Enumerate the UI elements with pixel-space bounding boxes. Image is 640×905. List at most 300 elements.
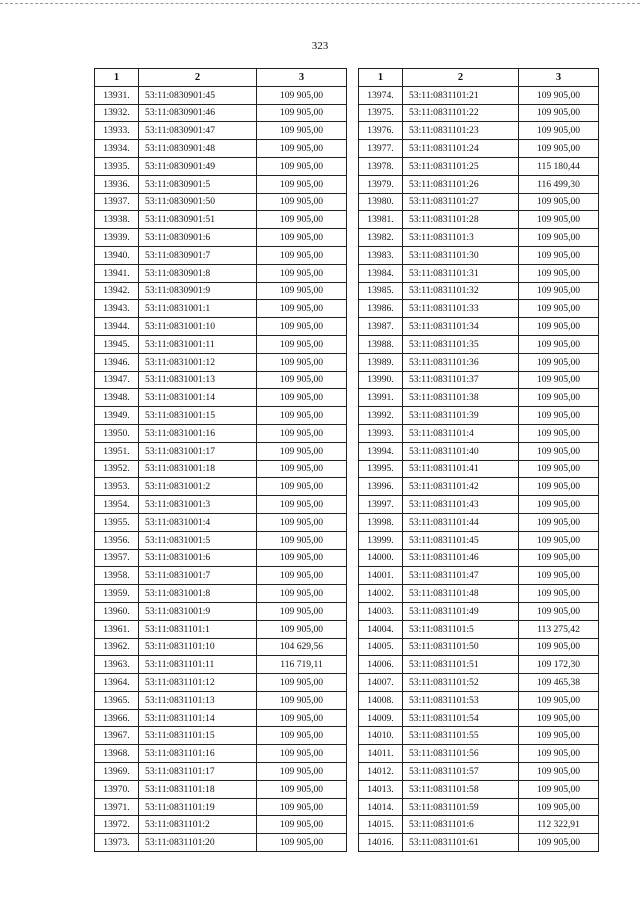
row-number: 13946.: [95, 353, 139, 371]
cadastral-value: 109 905,00: [257, 300, 347, 318]
row-number: 13942.: [95, 282, 139, 300]
cadastral-id: 53:11:0831101:31: [403, 264, 519, 282]
cadastral-value: 109 905,00: [519, 691, 599, 709]
row-number: 13961.: [95, 620, 139, 638]
row-number: 13970.: [95, 780, 139, 798]
col-header-cadastral-id: 2: [139, 69, 257, 87]
cadastral-id: 53:11:0831101:57: [403, 763, 519, 781]
cadastral-value: 109 905,00: [257, 104, 347, 122]
cadastral-id: 53:11:0831001:3: [139, 496, 257, 514]
cadastral-value: 104 629,56: [257, 638, 347, 656]
row-number: 13995.: [359, 460, 403, 478]
cadastral-id: 53:11:0831001:11: [139, 335, 257, 353]
cadastral-value: 109 905,00: [519, 122, 599, 140]
cadastral-id: 53:11:0831001:9: [139, 602, 257, 620]
cadastral-id: 53:11:0831101:34: [403, 318, 519, 336]
row-number: 13988.: [359, 335, 403, 353]
cadastral-value: 109 905,00: [519, 264, 599, 282]
row-number: 14016.: [359, 834, 403, 852]
row-number: 14005.: [359, 638, 403, 656]
row-number: 13958.: [95, 567, 139, 585]
cadastral-table-right: [358, 68, 599, 852]
cadastral-id: 53:11:0831101:2: [139, 816, 257, 834]
cadastral-value: 113 275,42: [519, 620, 599, 638]
table-row: [359, 763, 599, 781]
table-row: [95, 656, 347, 674]
cadastral-id: 53:11:0830901:45: [139, 86, 257, 104]
row-number: 13981.: [359, 211, 403, 229]
cadastral-id: 53:11:0831001:1: [139, 300, 257, 318]
cadastral-id: 53:11:0831101:3: [403, 229, 519, 247]
row-number: 14011.: [359, 745, 403, 763]
cadastral-id: 53:11:0831101:41: [403, 460, 519, 478]
cadastral-value: 109 905,00: [519, 798, 599, 816]
table-row: [95, 86, 347, 104]
table-row: [95, 727, 347, 745]
row-number: 13932.: [95, 104, 139, 122]
row-number: 13948.: [95, 389, 139, 407]
cadastral-value: 109 905,00: [519, 513, 599, 531]
cadastral-id: 53:11:0831101:21: [403, 86, 519, 104]
row-number: 13950.: [95, 424, 139, 442]
row-number: 14010.: [359, 727, 403, 745]
row-number: 13945.: [95, 335, 139, 353]
table-row: [95, 442, 347, 460]
row-number: 13956.: [95, 531, 139, 549]
cadastral-id: 53:11:0831101:17: [139, 763, 257, 781]
row-number: 13982.: [359, 229, 403, 247]
table-row: [359, 549, 599, 567]
cadastral-id: 53:11:0831001:2: [139, 478, 257, 496]
cadastral-value: 109 905,00: [519, 709, 599, 727]
cadastral-value: 109 905,00: [519, 834, 599, 852]
cadastral-id: 53:11:0830901:51: [139, 211, 257, 229]
table-row: [359, 175, 599, 193]
cadastral-id: 53:11:0831001:18: [139, 460, 257, 478]
row-number: 13991.: [359, 389, 403, 407]
cadastral-value: 109 905,00: [257, 478, 347, 496]
table-row: [95, 496, 347, 514]
table-row: [359, 371, 599, 389]
cadastral-id: 53:11:0830901:50: [139, 193, 257, 211]
cadastral-value: 109 905,00: [257, 620, 347, 638]
table-body-left: [95, 86, 347, 851]
cadastral-value: 109 905,00: [519, 531, 599, 549]
cadastral-id: 53:11:0831101:44: [403, 513, 519, 531]
cadastral-id: 53:11:0830901:47: [139, 122, 257, 140]
cadastral-id: 53:11:0831101:54: [403, 709, 519, 727]
cadastral-value: 109 905,00: [519, 282, 599, 300]
table-row: [95, 193, 347, 211]
row-number: 13973.: [95, 834, 139, 852]
cadastral-id: 53:11:0831001:7: [139, 567, 257, 585]
row-number: 13983.: [359, 246, 403, 264]
row-number: 13974.: [359, 86, 403, 104]
table-row: [95, 780, 347, 798]
table-row: [95, 567, 347, 585]
table-row: [359, 691, 599, 709]
cadastral-id: 53:11:0831101:11: [139, 656, 257, 674]
cadastral-id: 53:11:0830901:48: [139, 140, 257, 158]
row-number: 13944.: [95, 318, 139, 336]
table-row: [359, 727, 599, 745]
row-number: 13999.: [359, 531, 403, 549]
cadastral-value: 109 172,30: [519, 656, 599, 674]
table-row: [359, 585, 599, 603]
cadastral-value: 109 905,00: [519, 140, 599, 158]
table-row: [359, 389, 599, 407]
table-row: [95, 531, 347, 549]
cadastral-value: 116 719,11: [257, 656, 347, 674]
cadastral-value: 109 905,00: [257, 602, 347, 620]
table-row: [359, 656, 599, 674]
cadastral-value: 109 905,00: [257, 513, 347, 531]
row-number: 13998.: [359, 513, 403, 531]
cadastral-value: 109 905,00: [257, 157, 347, 175]
row-number: 14012.: [359, 763, 403, 781]
row-number: 13940.: [95, 246, 139, 264]
cadastral-id: 53:11:0831101:38: [403, 389, 519, 407]
table-row: [95, 122, 347, 140]
table-row: [95, 335, 347, 353]
cadastral-value: 109 905,00: [257, 122, 347, 140]
row-number: 14007.: [359, 674, 403, 692]
cadastral-value: 109 905,00: [257, 389, 347, 407]
cadastral-id: 53:11:0831001:15: [139, 407, 257, 425]
cadastral-id: 53:11:0831101:50: [403, 638, 519, 656]
table-row: [359, 638, 599, 656]
row-number: 14006.: [359, 656, 403, 674]
table-row: [359, 229, 599, 247]
cadastral-id: 53:11:0830901:9: [139, 282, 257, 300]
table-row: [359, 211, 599, 229]
row-number: 13947.: [95, 371, 139, 389]
table-row: [359, 496, 599, 514]
cadastral-id: 53:11:0831101:46: [403, 549, 519, 567]
table-row: [359, 513, 599, 531]
cadastral-value: 109 905,00: [519, 549, 599, 567]
row-number: 13969.: [95, 763, 139, 781]
row-number: 13984.: [359, 264, 403, 282]
table-row: [359, 318, 599, 336]
cadastral-id: 53:11:0831101:51: [403, 656, 519, 674]
table-row: [359, 567, 599, 585]
table-row: [359, 798, 599, 816]
cadastral-value: 109 905,00: [519, 318, 599, 336]
table-row: [95, 478, 347, 496]
table-row: [95, 460, 347, 478]
table-row: [359, 531, 599, 549]
cadastral-value: 109 905,00: [519, 407, 599, 425]
cadastral-id: 53:11:0830901:6: [139, 229, 257, 247]
table-row: [359, 140, 599, 158]
table-row: [359, 335, 599, 353]
table-row: [95, 620, 347, 638]
row-number: 14013.: [359, 780, 403, 798]
cadastral-value: 109 905,00: [519, 104, 599, 122]
cadastral-id: 53:11:0831101:15: [139, 727, 257, 745]
cadastral-id: 53:11:0831101:55: [403, 727, 519, 745]
cadastral-value: 109 905,00: [257, 424, 347, 442]
cadastral-value: 109 905,00: [257, 335, 347, 353]
col-header-cadastral-id: 2: [403, 69, 519, 87]
table-row: [95, 282, 347, 300]
table-row: [359, 834, 599, 852]
cadastral-id: 53:11:0831101:16: [139, 745, 257, 763]
table-row: [359, 157, 599, 175]
table-row: [95, 798, 347, 816]
cadastral-value: 109 905,00: [257, 816, 347, 834]
cadastral-value: 109 905,00: [257, 531, 347, 549]
row-number: 13993.: [359, 424, 403, 442]
table-row: [95, 816, 347, 834]
row-number: 13965.: [95, 691, 139, 709]
cadastral-value: 109 905,00: [257, 246, 347, 264]
table-row: [359, 122, 599, 140]
cadastral-value: 109 905,00: [257, 264, 347, 282]
cadastral-value: 109 905,00: [519, 602, 599, 620]
table-row: [95, 549, 347, 567]
col-header-number: 1: [359, 69, 403, 87]
table-row: [95, 104, 347, 122]
cadastral-value: 109 905,00: [257, 567, 347, 585]
cadastral-value: 109 905,00: [257, 585, 347, 603]
table-row: [359, 104, 599, 122]
table-row: [95, 424, 347, 442]
cadastral-id: 53:11:0831101:6: [403, 816, 519, 834]
cadastral-value: 109 905,00: [257, 496, 347, 514]
cadastral-id: 53:11:0831101:23: [403, 122, 519, 140]
row-number: 13992.: [359, 407, 403, 425]
row-number: 13996.: [359, 478, 403, 496]
row-number: 13935.: [95, 157, 139, 175]
row-number: 14015.: [359, 816, 403, 834]
cadastral-value: 109 465,38: [519, 674, 599, 692]
row-number: 13977.: [359, 140, 403, 158]
row-number: 13933.: [95, 122, 139, 140]
table-row: [95, 318, 347, 336]
row-number: 13955.: [95, 513, 139, 531]
row-number: 13972.: [95, 816, 139, 834]
table-row: [95, 211, 347, 229]
cadastral-id: 53:11:0830901:7: [139, 246, 257, 264]
table-row: [359, 353, 599, 371]
table-row: [359, 282, 599, 300]
row-number: 13937.: [95, 193, 139, 211]
cadastral-value: 109 905,00: [257, 175, 347, 193]
table-row: [359, 264, 599, 282]
row-number: 13994.: [359, 442, 403, 460]
row-number: 13934.: [95, 140, 139, 158]
cadastral-id: 53:11:0831101:30: [403, 246, 519, 264]
cadastral-id: 53:11:0831101:33: [403, 300, 519, 318]
row-number: 13978.: [359, 157, 403, 175]
table-row: [95, 674, 347, 692]
cadastral-value: 109 905,00: [519, 496, 599, 514]
cadastral-value: 109 905,00: [257, 834, 347, 852]
table-row: [95, 140, 347, 158]
row-number: 13990.: [359, 371, 403, 389]
cadastral-value: 109 905,00: [257, 353, 347, 371]
col-header-number: 1: [95, 69, 139, 87]
cadastral-id: 53:11:0831101:59: [403, 798, 519, 816]
row-number: 13989.: [359, 353, 403, 371]
table-row: [95, 745, 347, 763]
table-row: [95, 264, 347, 282]
cadastral-id: 53:11:0831101:35: [403, 335, 519, 353]
cadastral-id: 53:11:0831101:39: [403, 407, 519, 425]
cadastral-value: 109 905,00: [519, 193, 599, 211]
row-number: 13952.: [95, 460, 139, 478]
cadastral-id: 53:11:0831101:19: [139, 798, 257, 816]
row-number: 13938.: [95, 211, 139, 229]
cadastral-value: 116 499,30: [519, 175, 599, 193]
cadastral-value: 109 905,00: [257, 691, 347, 709]
cadastral-value: 109 905,00: [519, 424, 599, 442]
cadastral-id: 53:11:0831101:28: [403, 211, 519, 229]
cadastral-id: 53:11:0831101:24: [403, 140, 519, 158]
table-row: [95, 585, 347, 603]
cadastral-id: 53:11:0830901:5: [139, 175, 257, 193]
table-row: [359, 407, 599, 425]
cadastral-value: 115 180,44: [519, 157, 599, 175]
table-row: [95, 300, 347, 318]
cadastral-value: 109 905,00: [519, 229, 599, 247]
cadastral-value: 109 905,00: [257, 193, 347, 211]
cadastral-id: 53:11:0831101:53: [403, 691, 519, 709]
cadastral-value: 109 905,00: [519, 86, 599, 104]
col-header-value: 3: [519, 69, 599, 87]
row-number: 13976.: [359, 122, 403, 140]
table-row: [95, 371, 347, 389]
cadastral-value: 109 905,00: [257, 211, 347, 229]
cadastral-id: 53:11:0831001:10: [139, 318, 257, 336]
row-number: 13967.: [95, 727, 139, 745]
cadastral-value: 109 905,00: [257, 140, 347, 158]
cadastral-id: 53:11:0831101:47: [403, 567, 519, 585]
row-number: 13997.: [359, 496, 403, 514]
cadastral-id: 53:11:0831101:13: [139, 691, 257, 709]
row-number: 13963.: [95, 656, 139, 674]
cadastral-id: 53:11:0830901:49: [139, 157, 257, 175]
cadastral-id: 53:11:0831101:61: [403, 834, 519, 852]
table-row: [359, 86, 599, 104]
row-number: 14000.: [359, 549, 403, 567]
row-number: 13960.: [95, 602, 139, 620]
cadastral-id: 53:11:0831001:13: [139, 371, 257, 389]
cadastral-value: 109 905,00: [519, 371, 599, 389]
cadastral-id: 53:11:0831101:12: [139, 674, 257, 692]
cadastral-value: 109 905,00: [257, 763, 347, 781]
cadastral-id: 53:11:0831001:17: [139, 442, 257, 460]
table-row: [95, 229, 347, 247]
row-number: 13931.: [95, 86, 139, 104]
cadastral-value: 109 905,00: [519, 478, 599, 496]
header-row: [95, 69, 347, 87]
row-number: 14002.: [359, 585, 403, 603]
cadastral-value: 109 905,00: [519, 353, 599, 371]
table-row: [359, 193, 599, 211]
row-number: 13975.: [359, 104, 403, 122]
row-number: 13953.: [95, 478, 139, 496]
cadastral-value: 109 905,00: [257, 745, 347, 763]
cadastral-id: 53:11:0831101:14: [139, 709, 257, 727]
cadastral-id: 53:11:0831101:32: [403, 282, 519, 300]
cadastral-id: 53:11:0831001:4: [139, 513, 257, 531]
cadastral-id: 53:11:0831001:16: [139, 424, 257, 442]
cadastral-value: 109 905,00: [519, 780, 599, 798]
table-row: [359, 300, 599, 318]
cadastral-id: 53:11:0831101:26: [403, 175, 519, 193]
row-number: 13936.: [95, 175, 139, 193]
cadastral-value: 109 905,00: [519, 638, 599, 656]
row-number: 13957.: [95, 549, 139, 567]
cadastral-value: 109 905,00: [519, 460, 599, 478]
cadastral-id: 53:11:0831101:58: [403, 780, 519, 798]
table-row: [359, 602, 599, 620]
cadastral-value: 109 905,00: [257, 407, 347, 425]
cadastral-value: 109 905,00: [257, 282, 347, 300]
cadastral-id: 53:11:0831101:37: [403, 371, 519, 389]
cadastral-value: 109 905,00: [257, 442, 347, 460]
row-number: 14004.: [359, 620, 403, 638]
row-number: 13939.: [95, 229, 139, 247]
table-row: [359, 442, 599, 460]
cadastral-id: 53:11:0831101:56: [403, 745, 519, 763]
cadastral-id: 53:11:0831101:25: [403, 157, 519, 175]
cadastral-id: 53:11:0830901:46: [139, 104, 257, 122]
cadastral-id: 53:11:0831101:52: [403, 674, 519, 692]
row-number: 13968.: [95, 745, 139, 763]
cadastral-id: 53:11:0830901:8: [139, 264, 257, 282]
table-row: [359, 709, 599, 727]
row-number: 14008.: [359, 691, 403, 709]
cadastral-id: 53:11:0831101:5: [403, 620, 519, 638]
row-number: 13954.: [95, 496, 139, 514]
table-row: [359, 246, 599, 264]
cadastral-id: 53:11:0831101:4: [403, 424, 519, 442]
cadastral-id: 53:11:0831101:49: [403, 602, 519, 620]
cadastral-value: 109 905,00: [257, 709, 347, 727]
row-number: 13985.: [359, 282, 403, 300]
table-row: [95, 157, 347, 175]
row-number: 13951.: [95, 442, 139, 460]
cadastral-value: 109 905,00: [257, 318, 347, 336]
cadastral-id: 53:11:0831101:36: [403, 353, 519, 371]
cadastral-value: 109 905,00: [257, 549, 347, 567]
cadastral-value: 112 322,91: [519, 816, 599, 834]
cadastral-value: 109 905,00: [257, 780, 347, 798]
table-row: [359, 780, 599, 798]
cadastral-value: 109 905,00: [257, 229, 347, 247]
row-number: 13986.: [359, 300, 403, 318]
cadastral-id: 53:11:0831001:5: [139, 531, 257, 549]
cadastral-value: 109 905,00: [519, 246, 599, 264]
table-row: [95, 638, 347, 656]
cadastral-value: 109 905,00: [257, 460, 347, 478]
cadastral-value: 109 905,00: [519, 300, 599, 318]
cadastral-value: 109 905,00: [519, 745, 599, 763]
cadastral-id: 53:11:0831101:1: [139, 620, 257, 638]
cadastral-value: 109 905,00: [519, 335, 599, 353]
table-row: [95, 513, 347, 531]
row-number: 14014.: [359, 798, 403, 816]
row-number: 13987.: [359, 318, 403, 336]
page-number: 323: [311, 40, 329, 52]
table-row: [95, 834, 347, 852]
row-number: 13979.: [359, 175, 403, 193]
table-row: [95, 602, 347, 620]
